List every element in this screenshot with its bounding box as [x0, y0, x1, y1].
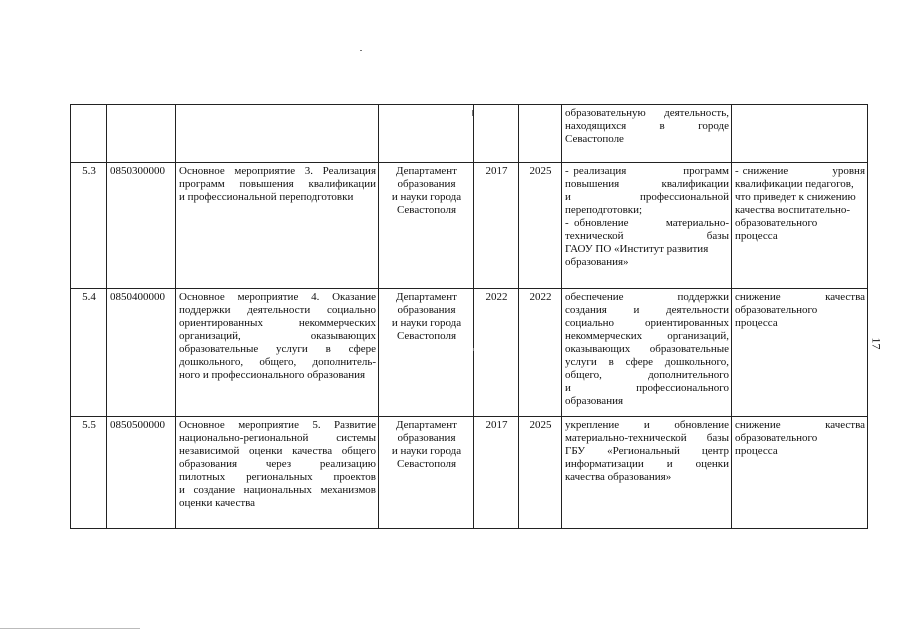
scan-speck: [473, 348, 474, 351]
text-line: национально-региональной системы: [179, 432, 376, 444]
text-line: образования через реализацию: [179, 458, 376, 470]
expected-result-cell: [562, 417, 732, 529]
text-line: и профессионального: [565, 382, 729, 394]
end-year-cell: 2025: [519, 163, 562, 289]
text-line: организаций, оказывающих: [179, 330, 376, 342]
text-line: находящихся в городе: [565, 120, 729, 132]
table-row: [71, 105, 868, 163]
consequence-cell: [732, 417, 868, 529]
text-line: Севастополя: [396, 204, 457, 216]
table-row: [71, 289, 868, 417]
start-year-cell: 2022: [474, 289, 519, 417]
text-line: образовательную деятельность,: [565, 107, 729, 119]
text-line: Основное мероприятие 5. Развитие: [179, 419, 376, 431]
consequence-cell: [732, 289, 868, 417]
program-activities-table: [70, 104, 868, 529]
text-line: социально ориентированных: [565, 317, 729, 329]
activity-name-cell: [176, 417, 379, 529]
text-line: образования: [397, 304, 456, 316]
text-line: оказывающих образовательные: [565, 343, 729, 355]
text-line: процесса: [735, 445, 778, 457]
budget-code-cell: 0850300000: [107, 163, 176, 289]
consequence-cell: [732, 163, 868, 289]
end-year-cell: 2022: [519, 289, 562, 417]
row-number-cell: [71, 105, 107, 163]
text-line: обеспечение поддержки: [565, 291, 729, 303]
text-line: Департамент: [395, 291, 457, 303]
scan-edge-line: [0, 628, 140, 629]
page-number: 17: [869, 337, 884, 350]
text-line: услуги в сфере дошкольного,: [565, 356, 729, 368]
text-line: образования: [397, 432, 456, 444]
activity-name-cell: [176, 105, 379, 163]
expected-result-cell: [562, 289, 732, 417]
text-line: качества воспитательно-: [735, 204, 851, 216]
expected-result-cell: [562, 105, 732, 163]
text-line: общего, дополнительного: [565, 369, 729, 381]
text-line: что приведет к снижению: [735, 191, 856, 203]
text-line: образовательного: [735, 432, 818, 444]
end-year-cell: [519, 105, 562, 163]
text-line: образовательные услуги в сфере: [179, 343, 376, 355]
executor-cell: [379, 105, 474, 163]
text-line: квалификации педагогов,: [735, 178, 854, 190]
text-line: и создание национальных механизмов: [179, 484, 376, 496]
text-line: - реализация программ: [565, 165, 729, 177]
text-line: образовательного: [735, 217, 818, 229]
activity-name-cell: [176, 163, 379, 289]
executor-cell: [379, 417, 474, 529]
text-line: независимой оценки качества общего: [179, 445, 376, 457]
text-line: оценки качества: [179, 497, 256, 509]
text-line: и профессиональной переподготовки: [179, 191, 354, 203]
text-line: и профессиональной: [565, 191, 729, 203]
scan-speck: [360, 50, 362, 51]
text-line: Основное мероприятие 4. Оказание: [179, 291, 376, 303]
budget-code-cell: [107, 105, 176, 163]
text-line: Севастополя: [396, 458, 457, 470]
start-year-cell: 2017: [474, 417, 519, 529]
text-line: - обновление материально-: [565, 217, 729, 229]
text-line: создания и деятельности: [565, 304, 729, 316]
text-line: ного и профессионального образования: [179, 369, 366, 381]
table-row: [71, 163, 868, 289]
text-line: дошкольного, общего, дополнитель-: [179, 356, 376, 368]
executor-cell: [379, 289, 474, 417]
start-year-cell: 2017: [474, 163, 519, 289]
text-line: некоммерческих организаций,: [565, 330, 729, 342]
row-number-cell: 5.3: [71, 163, 107, 289]
text-line: технической базы: [565, 230, 729, 242]
text-line: Основное мероприятие 3. Реализация: [179, 165, 376, 177]
text-line: образования: [565, 395, 624, 407]
text-line: процесса: [735, 317, 778, 329]
text-line: укрепление и обновление: [565, 419, 729, 431]
budget-code-cell: 0850500000: [107, 417, 176, 529]
text-line: Севастополя: [396, 330, 457, 342]
text-line: поддержки деятельности социально: [179, 304, 376, 316]
text-line: качества образования»: [565, 471, 672, 483]
text-line: ГАОУ ПО «Институт развития: [565, 243, 709, 255]
budget-code-cell: 0850400000: [107, 289, 176, 417]
consequence-cell: [732, 105, 868, 163]
text-line: и науки города: [391, 191, 462, 203]
executor-cell: [379, 163, 474, 289]
text-line: образования: [397, 178, 456, 190]
text-line: повышения квалификации: [565, 178, 729, 190]
text-line: Департамент: [395, 165, 457, 177]
text-line: Севастополе: [565, 133, 624, 145]
text-line: снижение качества: [735, 419, 865, 431]
table-body: [71, 105, 868, 529]
text-line: образовательного: [735, 304, 818, 316]
text-line: и науки города: [391, 445, 462, 457]
text-line: ГБУ «Региональный центр: [565, 445, 729, 457]
start-year-cell: [474, 105, 519, 163]
text-line: пилотных региональных проектов: [179, 471, 376, 483]
text-line: ориентированных некоммерческих: [179, 317, 376, 329]
text-line: и науки города: [391, 317, 462, 329]
text-line: образования»: [565, 256, 629, 268]
text-line: - снижение уровня: [735, 165, 865, 177]
activity-name-cell: [176, 289, 379, 417]
table-row: [71, 417, 868, 529]
end-year-cell: 2025: [519, 417, 562, 529]
row-number-cell: 5.5: [71, 417, 107, 529]
text-line: информатизации и оценки: [565, 458, 729, 470]
scan-speck: [472, 110, 473, 116]
row-number-cell: 5.4: [71, 289, 107, 417]
text-line: материально-технической базы: [565, 432, 729, 444]
text-line: снижение качества: [735, 291, 865, 303]
text-line: переподготовки;: [565, 204, 643, 216]
text-line: Департамент: [395, 419, 457, 431]
text-line: программ повышения квалификации: [179, 178, 376, 190]
expected-result-cell: [562, 163, 732, 289]
text-line: процесса: [735, 230, 778, 242]
